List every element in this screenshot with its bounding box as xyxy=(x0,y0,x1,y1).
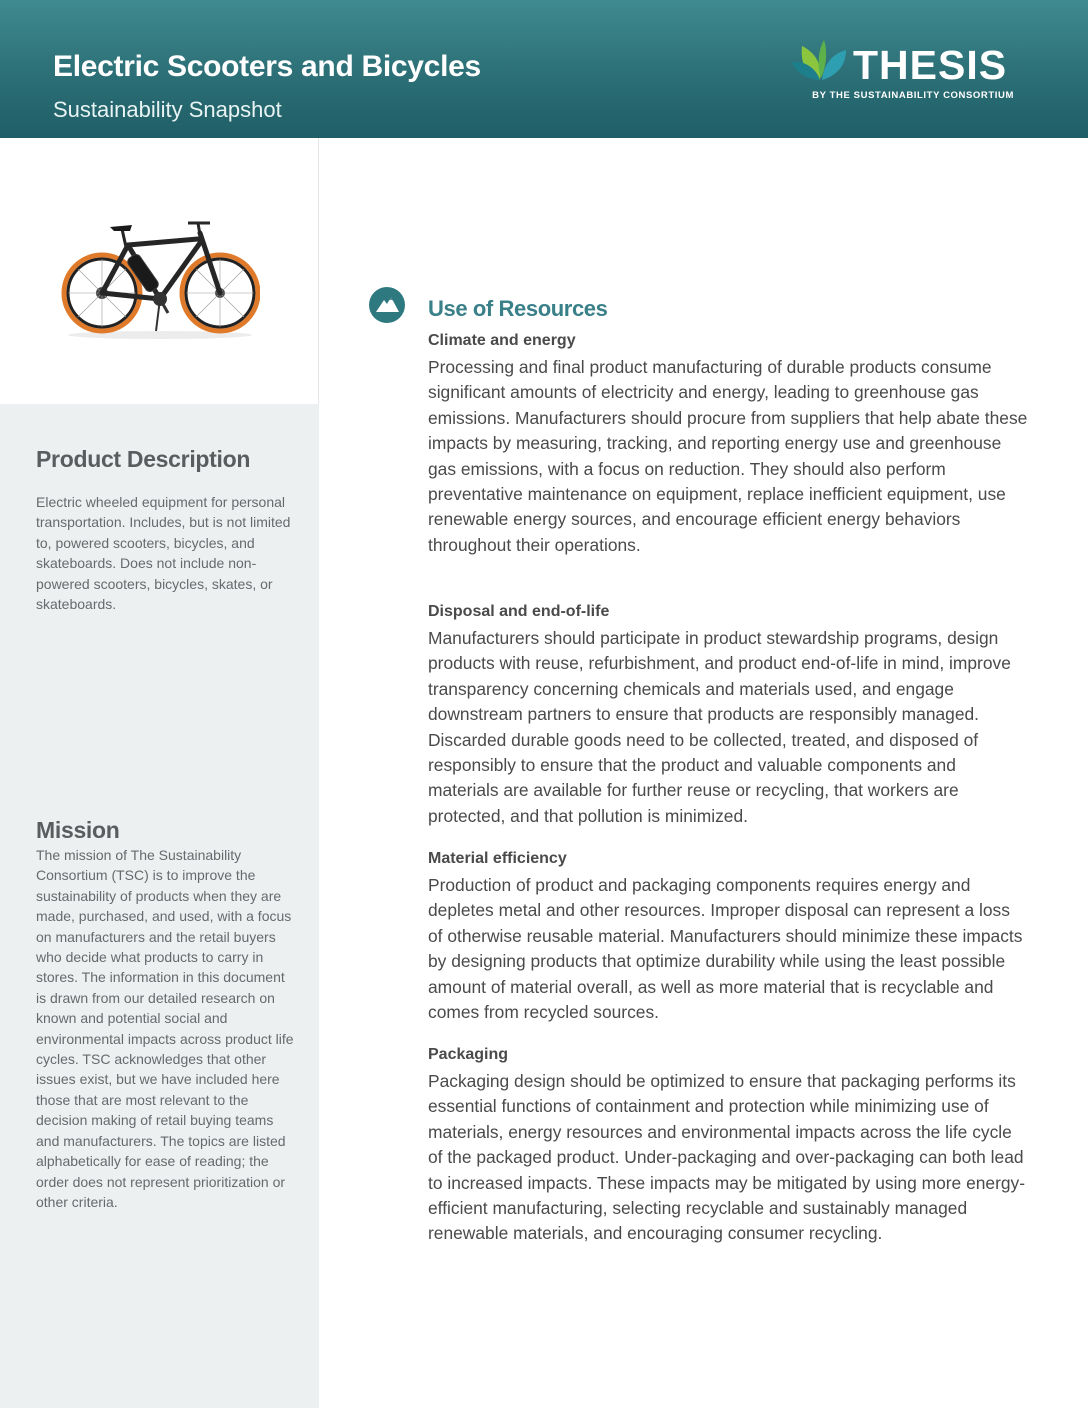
topic-text: Manufacturers should participate in product stewardship programs, design products with reuse, refurbishment, and product end-of-life in mind, improve transparency concerning chemicals and materials used, and engage downstream partners to ensure that products are responsibly managed. Discarded durable goods need to be collected, treated, and disposed of responsibly to ensure that the product and valuable components and materials are available for further reuse or recycling, that workers are protected, and that pollution is minimized. xyxy=(428,628,1011,826)
logo-wordmark: THESIS xyxy=(853,42,1008,88)
topic-heading: Packaging xyxy=(428,1046,509,1063)
mountain-icon xyxy=(368,286,406,324)
topic-text: Production of product and packaging components requires energy and depletes metal and other resources. Improper disposal can represent a loss of otherwise reusable material. Manufacturers should minimize these impacts by designing products that optimize durability while using the least possible amount of material overall, as well as more material that is recyclable and comes from recycled sources. xyxy=(428,875,1023,1023)
product-image-panel xyxy=(0,138,319,404)
topic-climate-energy xyxy=(428,330,1028,558)
topic-text: Packaging design should be optimized to ensure that packaging performs its essential functions of containment and protection while minimizing use of materials, energy resources and environmental impacts across the life cycle of the packaged product. Under-packaging and over-packaging can both lead to increased impacts. These impacts may be mitigated by using more energy-efficient manufacturing, selecting recyclable and sustainably managed renewable materials, and encouraging consumer recycling. xyxy=(428,1071,1026,1244)
page-title: Electric Scooters and Bicycles xyxy=(53,50,481,83)
product-description-heading: Product Description xyxy=(36,446,251,472)
mission-heading: Mission xyxy=(36,817,120,843)
topic-text: Processing and final product manufacturing of durable products consume significant amounts of electricity and energy, leading to greenhouse gas emissions. Manufacturers should procure from suppliers that help abate these impacts by measuring, tracking, and reporting energy use and greenhouse gas emissions, with a focus on reduction. They should also perform preventative maintenance on equipment, replace inefficient equipment, use renewable energy sources, and encourage efficient energy behaviors throughout their operations. xyxy=(428,357,1028,555)
topic-heading: Climate and energy xyxy=(428,332,576,349)
mission-text: The mission of The Sustainability Consortium (TSC) is to improve the sustainability of products when they are made, purchased, and used, with a focus on manufacturers and the retail buyers who decide what products to carry in stores. The information in this document is drawn from our detailed research on known and potential social and environmental impacts across product life cycles. TSC acknowledges that other issues exist, but we have included here those that are most relevant to the decision making of retail buying teams and manufacturers. The topics are listed alphabetically for ease of reading; the order does not represent prioritization or other criteria. xyxy=(36,847,294,1210)
leaf-logo-icon xyxy=(790,36,852,84)
thesis-logo xyxy=(790,36,1030,106)
product-description-text: Electric wheeled equipment for personal transportation. Includes, but is not limited to, powered scooters, bicycles, and skateboards. Does not include non-powered scooters, bicycles, skates, or skateboards. xyxy=(36,494,291,613)
topic-disposal-end-of-life xyxy=(428,601,1028,829)
sidebar xyxy=(0,404,319,1408)
page-header xyxy=(0,0,1088,138)
logo-tagline: BY THE SUSTAINABILITY CONSORTIUM xyxy=(812,90,1014,101)
electric-bicycle-image xyxy=(60,213,260,343)
page-subtitle: Sustainability Snapshot xyxy=(53,97,282,122)
topic-heading: Material efficiency xyxy=(428,850,567,867)
section-title-use-of-resources: Use of Resources xyxy=(428,296,608,321)
topic-packaging xyxy=(428,1044,1028,1247)
topic-heading: Disposal and end-of-life xyxy=(428,603,610,620)
topic-material-efficiency xyxy=(428,848,1028,1025)
